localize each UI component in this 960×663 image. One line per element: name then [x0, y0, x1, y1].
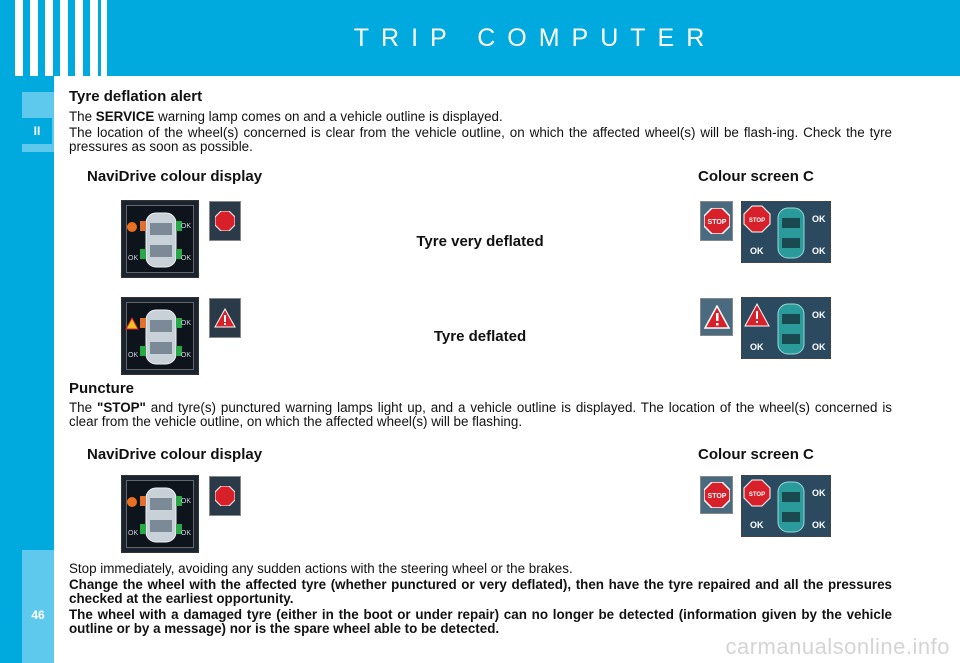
header-stripe	[15, 0, 23, 76]
label-colour-screen: Colour screen C	[698, 446, 814, 463]
label-tyre-deflated: Tyre deflated	[433, 328, 527, 345]
ok-label: OK	[750, 342, 764, 352]
stop-icon	[704, 208, 730, 234]
watermark: carmanualsonline.info	[725, 634, 950, 659]
ok-label: OK	[180, 352, 191, 359]
ok-label: OK	[180, 530, 191, 537]
ok-label: OK	[812, 488, 826, 498]
stop-lamp-box	[209, 201, 241, 241]
page-title: TRIP COMPUTER	[353, 24, 717, 52]
navidrive-screen	[121, 297, 199, 375]
header-stripe	[45, 0, 53, 76]
warning-lamp-box	[700, 298, 733, 336]
svg-text:STOP: STOP	[748, 492, 766, 498]
stop-lamp-box	[209, 476, 241, 516]
label-navidrive: NaviDrive colour display	[87, 446, 263, 463]
header-stripe	[101, 0, 107, 76]
service-paragraph	[69, 110, 892, 124]
text-span: warning lamp comes on and a vehicle outline is displayed.	[154, 109, 503, 124]
stop-icon	[215, 211, 235, 231]
colour-screen-c	[741, 475, 831, 537]
puncture-paragraph	[69, 401, 892, 429]
ok-label: OK	[812, 214, 826, 224]
warning-triangle-icon	[704, 305, 730, 329]
ok-label: OK	[128, 255, 139, 262]
change-wheel-text: Change the wheel with the affected tyre (whether punctured or very deflated), then have the tyre repaired and all the pressures checked at the earliest opportunity.	[69, 577, 892, 606]
header-band	[0, 0, 960, 76]
stop-icon	[215, 486, 235, 506]
car-outline-icon	[122, 298, 200, 376]
ok-label: OK	[750, 246, 764, 256]
ok-label: OK	[812, 342, 826, 352]
ok-label: OK	[128, 530, 139, 537]
ok-label: OK	[128, 352, 139, 359]
stop-lamp-box	[700, 201, 733, 241]
header-stripe	[90, 0, 98, 76]
text-span: The	[69, 109, 96, 124]
text-span: The	[69, 400, 97, 415]
ok-label: OK	[750, 520, 764, 530]
navidrive-screen	[121, 200, 199, 278]
ok-label: OK	[812, 310, 826, 320]
colour-screen-c	[741, 201, 831, 263]
stop-immediately-text: Stop immediately, avoiding any sudden actions with the steering wheel or the brakes.	[69, 561, 573, 576]
svg-text:STOP: STOP	[748, 218, 766, 224]
ok-label: OK	[812, 246, 826, 256]
location-paragraph: The location of the wheel(s) concerned is clear from the vehicle outline, on which the affected wheel(s) will be flash-ing. Check the tyre pressures as soon as possible.	[69, 125, 892, 154]
stop-term: "STOP"	[96, 400, 146, 415]
ok-label: OK	[180, 255, 191, 262]
colour-screen-c	[741, 297, 831, 359]
damaged-tyre-text: The wheel with a damaged tyre (either in the boot or under repair) can no longer be detected (information given by the vehicle outline or by a message) nor is the spare wheel able to be detected.	[69, 607, 892, 636]
header-stripe	[30, 0, 38, 76]
ok-label: OK	[180, 223, 191, 230]
service-term: SERVICE	[95, 109, 155, 124]
label-navidrive: NaviDrive colour display	[87, 168, 263, 185]
page-number-bg	[22, 550, 54, 663]
car-outline-icon	[122, 201, 200, 279]
stop-lamp-box	[700, 476, 733, 514]
warning-lamp-box	[209, 298, 241, 338]
heading-puncture: Puncture	[69, 380, 135, 397]
header-stripe	[75, 0, 83, 76]
section-tab: II	[22, 118, 52, 144]
ok-label: OK	[180, 498, 191, 505]
navidrive-screen	[121, 475, 199, 553]
ok-label: OK	[812, 520, 826, 530]
ok-label: OK	[180, 320, 191, 327]
label-colour-screen: Colour screen C	[698, 168, 814, 185]
heading-tyre-deflation: Tyre deflation alert	[69, 88, 203, 105]
label-tyre-very-deflated: Tyre very deflated	[416, 233, 544, 250]
svg-text:STOP: STOP	[707, 219, 726, 226]
text-span: and tyre(s) punctured warning lamps light up, and a vehicle outline is displayed. The location of the wheel(s) concerned is clear from the vehicle outline, on which the affected wheel(s) will be flashing.	[69, 400, 892, 429]
stop-icon	[704, 482, 730, 508]
car-outline-icon	[122, 476, 200, 554]
page-number: 46	[31, 608, 45, 622]
header-stripe	[60, 0, 68, 76]
warning-triangle-icon	[214, 308, 236, 328]
svg-text:STOP: STOP	[707, 493, 726, 500]
